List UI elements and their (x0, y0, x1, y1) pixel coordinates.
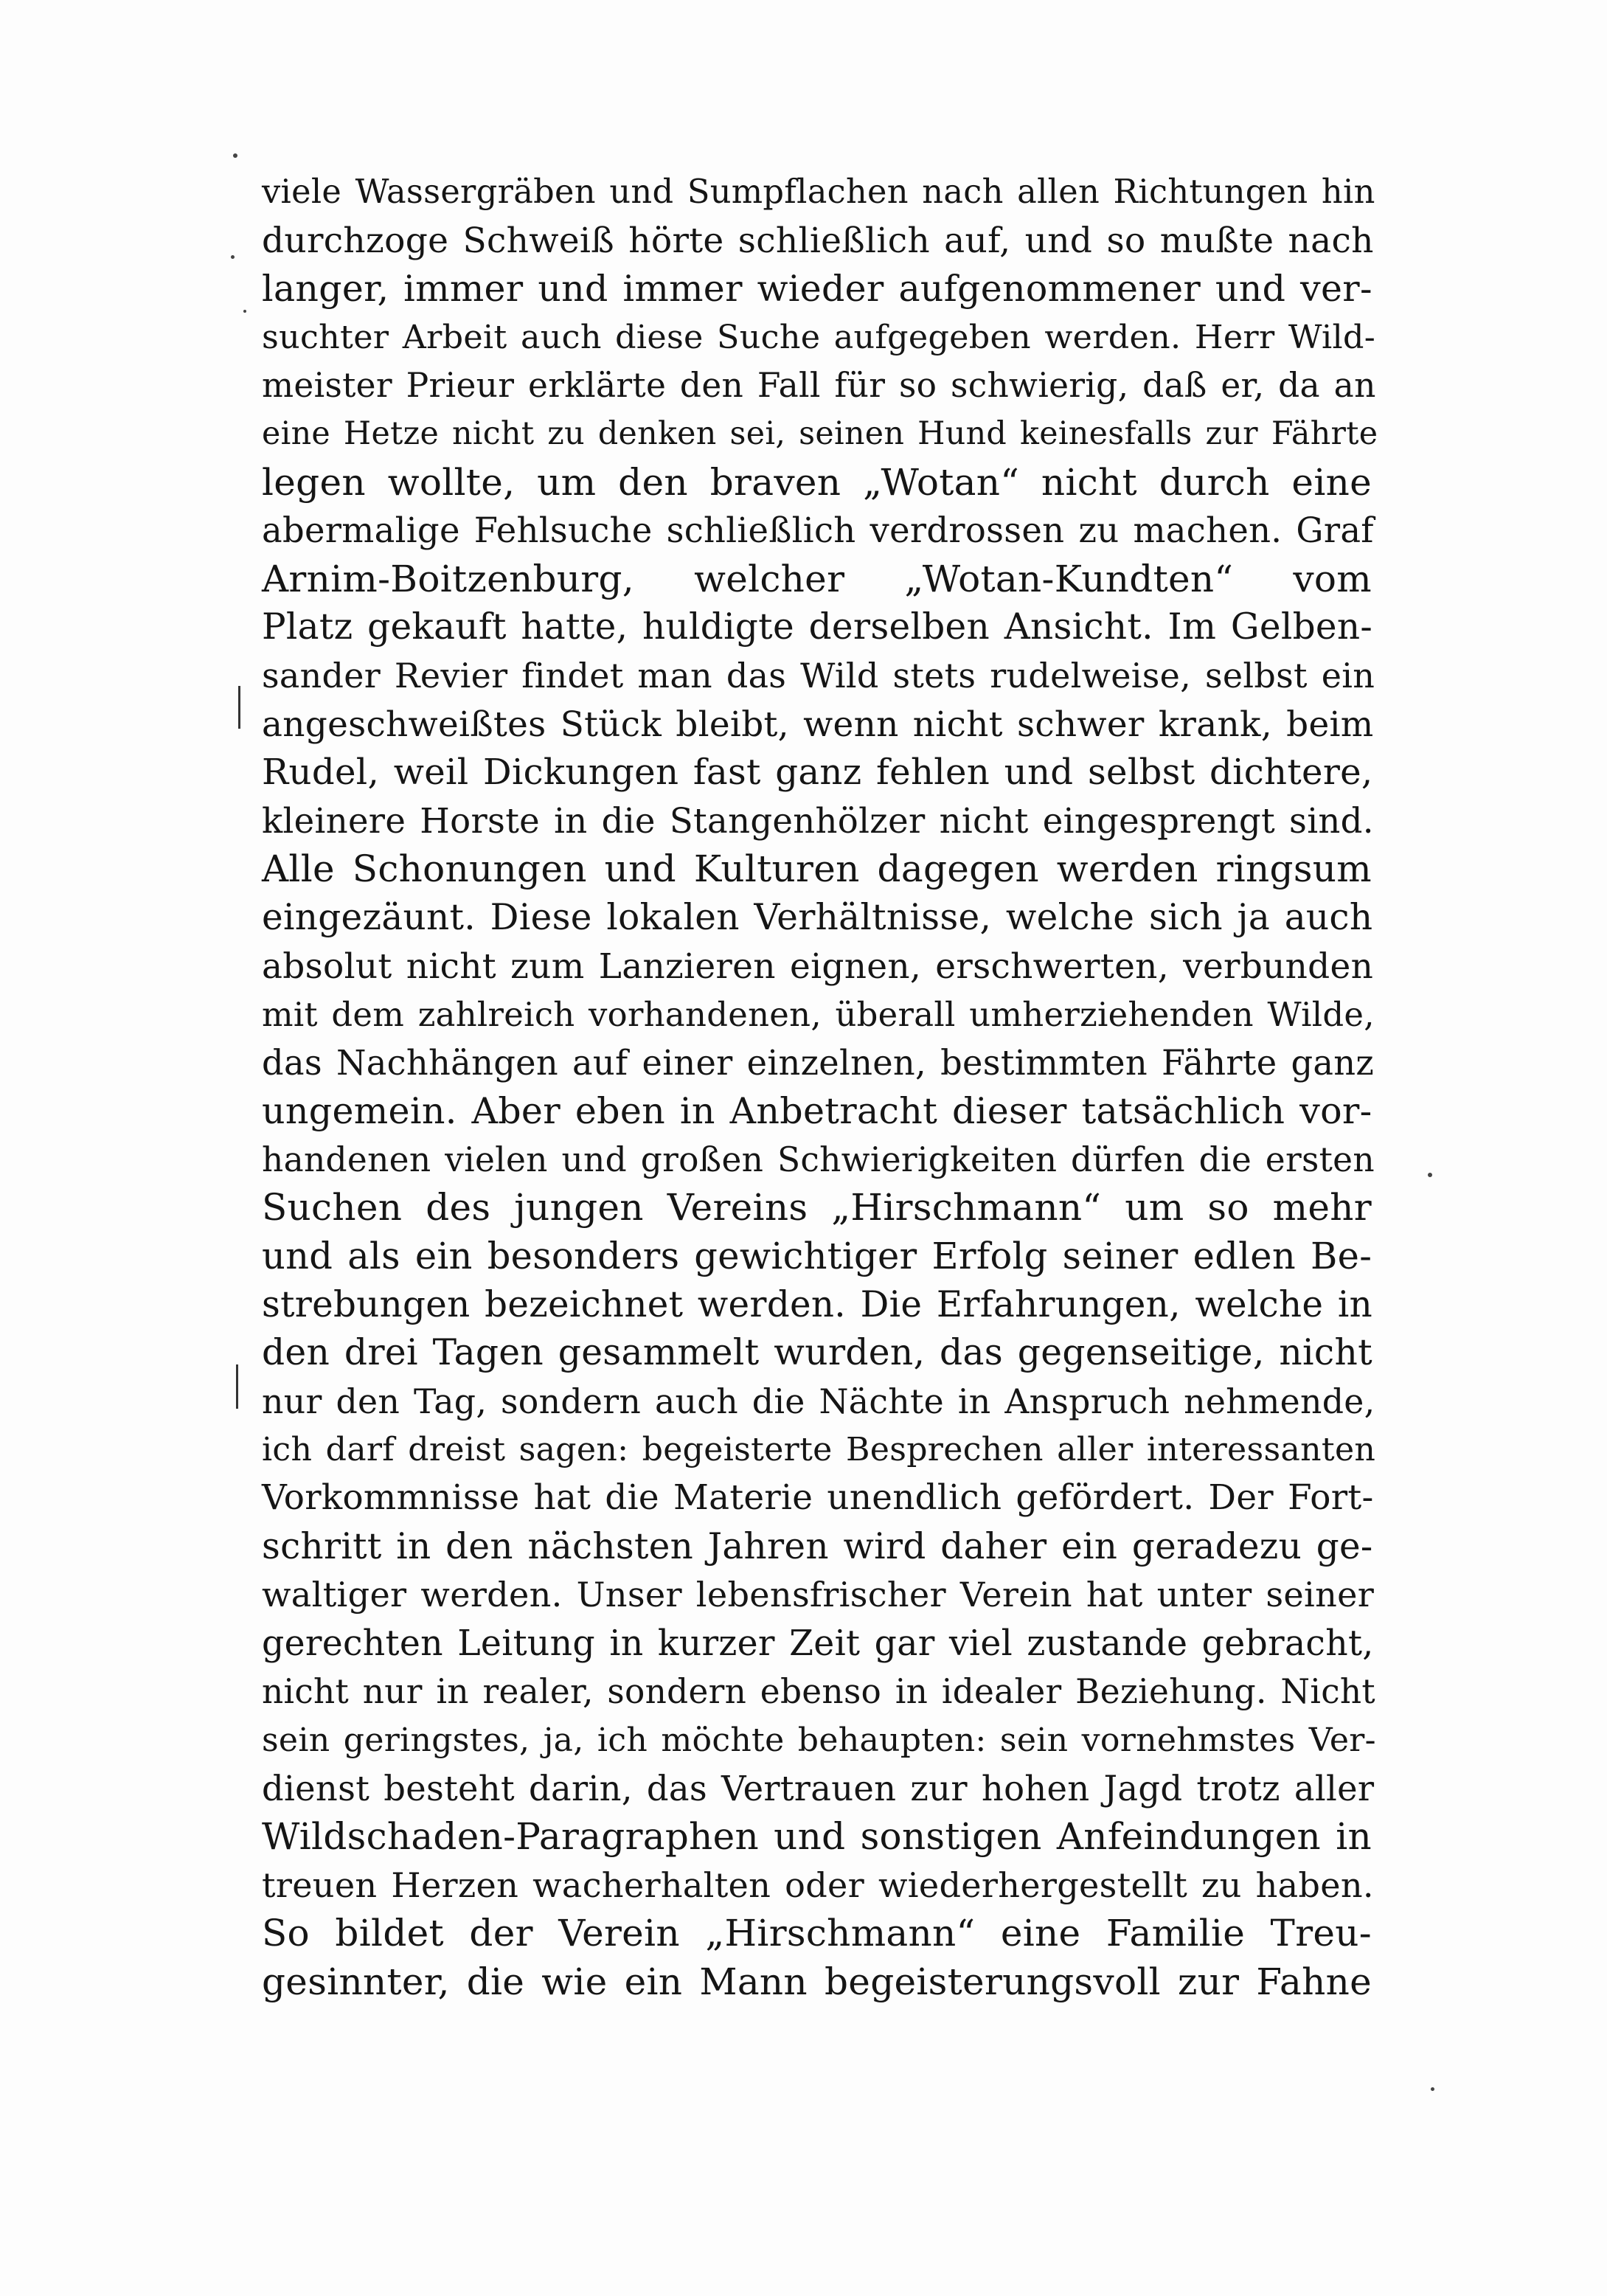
text-line: So bildet der Verein „Hirschmann“ eine Familie Treu- (262, 1912, 1372, 1955)
text-line: nicht nur in realer, sondern ebenso in idealer Beziehung. Nicht (262, 1672, 1375, 1712)
text-line: Arnim-Boitzenburg, welcher „Wotan-Kundten“ vom (262, 557, 1372, 600)
text-line: dienst besteht darin, das Vertrauen zur hohen Jagd trotz aller (262, 1768, 1375, 1808)
text-line: suchter Arbeit auch diese Suche aufgegeben werden. Herr Wild- (262, 318, 1376, 356)
text-line: gesinnter, die wie ein Mann begeisterungsvoll zur Fahne (262, 1960, 1372, 2003)
scan-speck (1431, 2087, 1434, 2091)
text-line: sander Revier findet man das Wild stets rudelweise, selbst ein (262, 655, 1375, 696)
text-line: Vorkommnisse hat die Materie unendlich gefördert. Der Fort- (262, 1478, 1374, 1519)
text-line: den drei Tagen gesammelt wurden, das gegenseitige, nicht (262, 1332, 1372, 1374)
text-line: Rudel, weil Dickungen fast ganz fehlen und selbst dichtere, (262, 752, 1373, 794)
text-line: eine Hetze nicht zu denken sei, seinen Hund keinesfalls zur Fährte (262, 415, 1378, 452)
scan-speck (1428, 1173, 1432, 1177)
scan-speck (231, 255, 235, 259)
text-line: schritt in den nächsten Jahren wird daher ein geradezu ge- (262, 1525, 1373, 1567)
text-line: handenen vielen und großen Schwierigkeiten dürfen die ersten (262, 1140, 1375, 1179)
text-line: ungemein. Aber eben in Anbetracht dieser tatsächlich vor- (262, 1089, 1372, 1133)
text-line: meister Prieur erklärte den Fall für so schwierig, daß er, da an (262, 366, 1376, 406)
text-line: durchzoge Schweiß hörte schließlich auf, und so mußte nach (262, 220, 1374, 261)
scan-margin-line (236, 1364, 238, 1409)
scan-margin-line (238, 686, 240, 729)
scan-speck (233, 153, 237, 158)
text-line: abermalige Fehlsuche schließlich verdrossen zu machen. Graf (262, 510, 1374, 551)
text-line: mit dem zahlreich vorhandenen, überall umherziehenden Wilde, (262, 995, 1375, 1035)
text-line: absolut nicht zum Lanzieren eignen, erschwerten, verbunden (262, 946, 1374, 987)
text-line: ich darf dreist sagen: begeisterte Besprechen aller interessanten (262, 1431, 1376, 1469)
text-line: Alle Schonungen und Kulturen dagegen werden ringsum (262, 847, 1372, 891)
text-line: Wildschaden-Paragraphen und sonstigen Anfeindungen in (262, 1815, 1372, 1859)
text-line: und als ein besonders gewichtiger Erfolg seiner edlen Be- (262, 1235, 1372, 1278)
text-line: legen wollte, um den braven „Wotan“ nicht durch eine (262, 460, 1372, 504)
text-line: treuen Herzen wacherhalten oder wiederhergestellt zu haben. (262, 1865, 1374, 1905)
text-line: kleinere Horste in die Stangenhölzer nicht eingesprengt sind. (262, 800, 1374, 841)
text-line: Suchen des jungen Vereins „Hirschmann“ um so mehr (262, 1186, 1372, 1229)
text-line: langer, immer und immer wieder aufgenommener und ver- (262, 268, 1372, 311)
text-line: sein geringstes, ja, ich möchte behaupten: sein vornehmstes Ver- (262, 1721, 1376, 1759)
body-text (262, 168, 1378, 2007)
text-line: Platz gekauft hatte, huldigte derselben Ansicht. Im Gelben- (262, 606, 1373, 648)
text-line: das Nachhängen auf einer einzelnen, bestimmten Fährte ganz (262, 1042, 1375, 1083)
scan-speck (243, 310, 246, 313)
text-line: viele Wassergräben und Sumpflachen nach allen Richtungen hin (262, 173, 1375, 211)
text-line: gerechten Leitung in kurzer Zeit gar viel zustande gebracht, (262, 1623, 1374, 1664)
text-line: strebungen bezeichnet werden. Die Erfahrungen, welche in (262, 1283, 1372, 1325)
text-line: eingezäunt. Diese lokalen Verhältnisse, welche sich ja auch (262, 896, 1373, 938)
text-line: nur den Tag, sondern auch die Nächte in Anspruch nehmende, (262, 1381, 1375, 1421)
text-line: angeschweißtes Stück bleibt, wenn nicht schwer krank, beim (262, 704, 1374, 745)
text-line: waltiger werden. Unser lebensfrischer Verein hat unter seiner (262, 1575, 1375, 1615)
